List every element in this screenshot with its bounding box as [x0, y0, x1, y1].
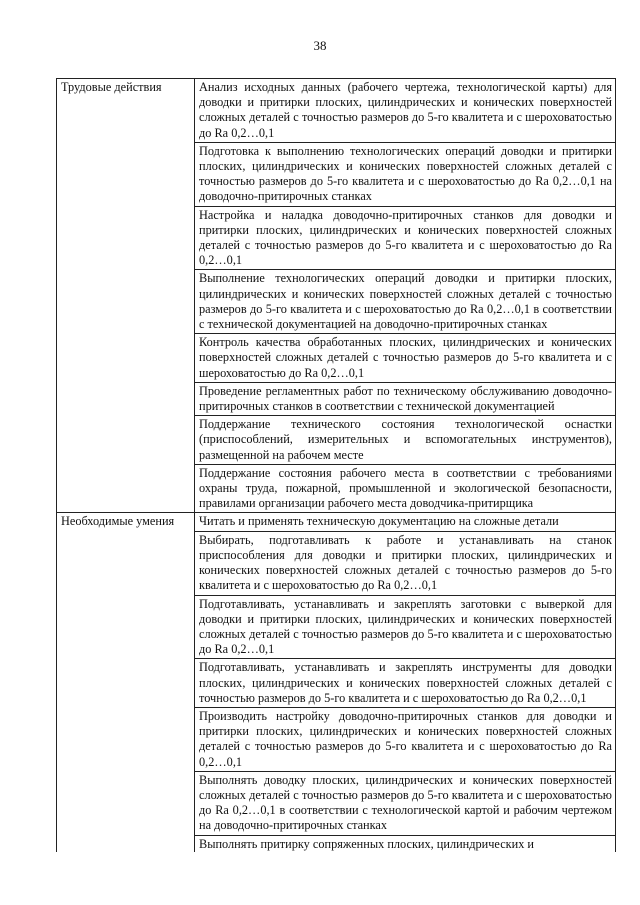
section-item: Проведение регламентных работ по техническому обслуживанию доводочно-притирочных станков в соответствии с технической документацией: [195, 382, 616, 415]
page-number: 38: [313, 38, 327, 53]
section-item: Подготовка к выполнению технологических операций доводки и притирки плоских, цилиндрических и конических поверхностей сложных деталей с точностью размеров до 5-го квалитета и с шероховатостью до Ra 0,2…0,1 на доводочно-притирочных станках: [195, 142, 616, 206]
table-row: [57, 513, 616, 531]
section-label: Необходимые умения: [57, 513, 195, 853]
section-item: Выполнять притирку сопряженных плоских, цилиндрических и: [195, 835, 616, 853]
section-item: Анализ исходных данных (рабочего чертежа, технологической карты) для доводки и притирки плоских, цилиндрических и конических поверхностей сложных деталей с точностью размеров до 5-го квалитета и с шероховатостью до Ra 0,2…0,1: [195, 79, 616, 143]
section-item: Поддержание состояния рабочего места в соответствии с требованиями охраны труда, пожарной, промышленной и экологической безопасности, правилами организации рабочего места доводчика-притирщика: [195, 464, 616, 513]
page-bottom-margin: [0, 852, 640, 905]
section-item: Настройка и наладка доводочно-притирочных станков для доводки и притирки плоских, цилиндрических и конических поверхностей сложных деталей с точностью размеров до 5-го квалитета и с шероховатостью до Ra 0,2…0,1: [195, 206, 616, 270]
section-item: Выполнение технологических операций доводки и притирки плоских, цилиндрических и конических поверхностей сложных деталей с точностью размеров до 5-го квалитета и с шероховатостью до Ra 0,2…0,1 в соответствии с технической документацией на доводочно-притирочных станках: [195, 270, 616, 334]
section-label: Трудовые действия: [57, 79, 195, 513]
section-item: Производить настройку доводочно-притирочных станков для доводки и притирки плоских, цилиндрических и конических поверхностей сложных деталей с точностью размеров до 5-го квалитета и с шероховатостью до Ra 0,2…0,1: [195, 707, 616, 771]
specification-table-body: [57, 79, 616, 854]
section-item: Поддержание технического состояния технологической оснастки (приспособлений, измерительных и вспомогательных инструментов), размещенной на рабочем месте: [195, 416, 616, 465]
specification-table: [56, 78, 616, 854]
table-row: [57, 79, 616, 143]
section-item: Выбирать, подготавливать к работе и устанавливать на станок приспособления для доводки и притирки плоских, цилиндрических и конических поверхностей сложных деталей с точностью размеров до 5-го квалитета и с шероховатостью до Ra 0,2…0,1: [195, 531, 616, 595]
section-item: Подготавливать, устанавливать и закреплять инструменты для доводки плоских, цилиндрических и конических поверхностей сложных деталей с точностью размеров до 5-го квалитета и с шероховатостью до Ra 0,2…0,1: [195, 659, 616, 708]
section-item: Контроль качества обработанных плоских, цилиндрических и конических поверхностей сложных деталей с точностью размеров до 5-го квалитета и с шероховатостью до Ra 0,2…0,1: [195, 334, 616, 383]
section-item: Подготавливать, устанавливать и закреплять заготовки с выверкой для доводки и притирки плоских, цилиндрических и конических поверхностей сложных деталей с точностью размеров до 5-го квалитета и с шероховатостью до Ra 0,2…0,1: [195, 595, 616, 659]
section-item: Читать и применять техническую документацию на сложные детали: [195, 513, 616, 531]
section-item: Выполнять доводку плоских, цилиндрических и конических поверхностей сложных деталей с точностью размеров до 5-го квалитета и с шероховатостью до Ra 0,2…0,1 в соответствии с технологической картой и рабочим чертежом на доводочно-притирочных станках: [195, 771, 616, 835]
